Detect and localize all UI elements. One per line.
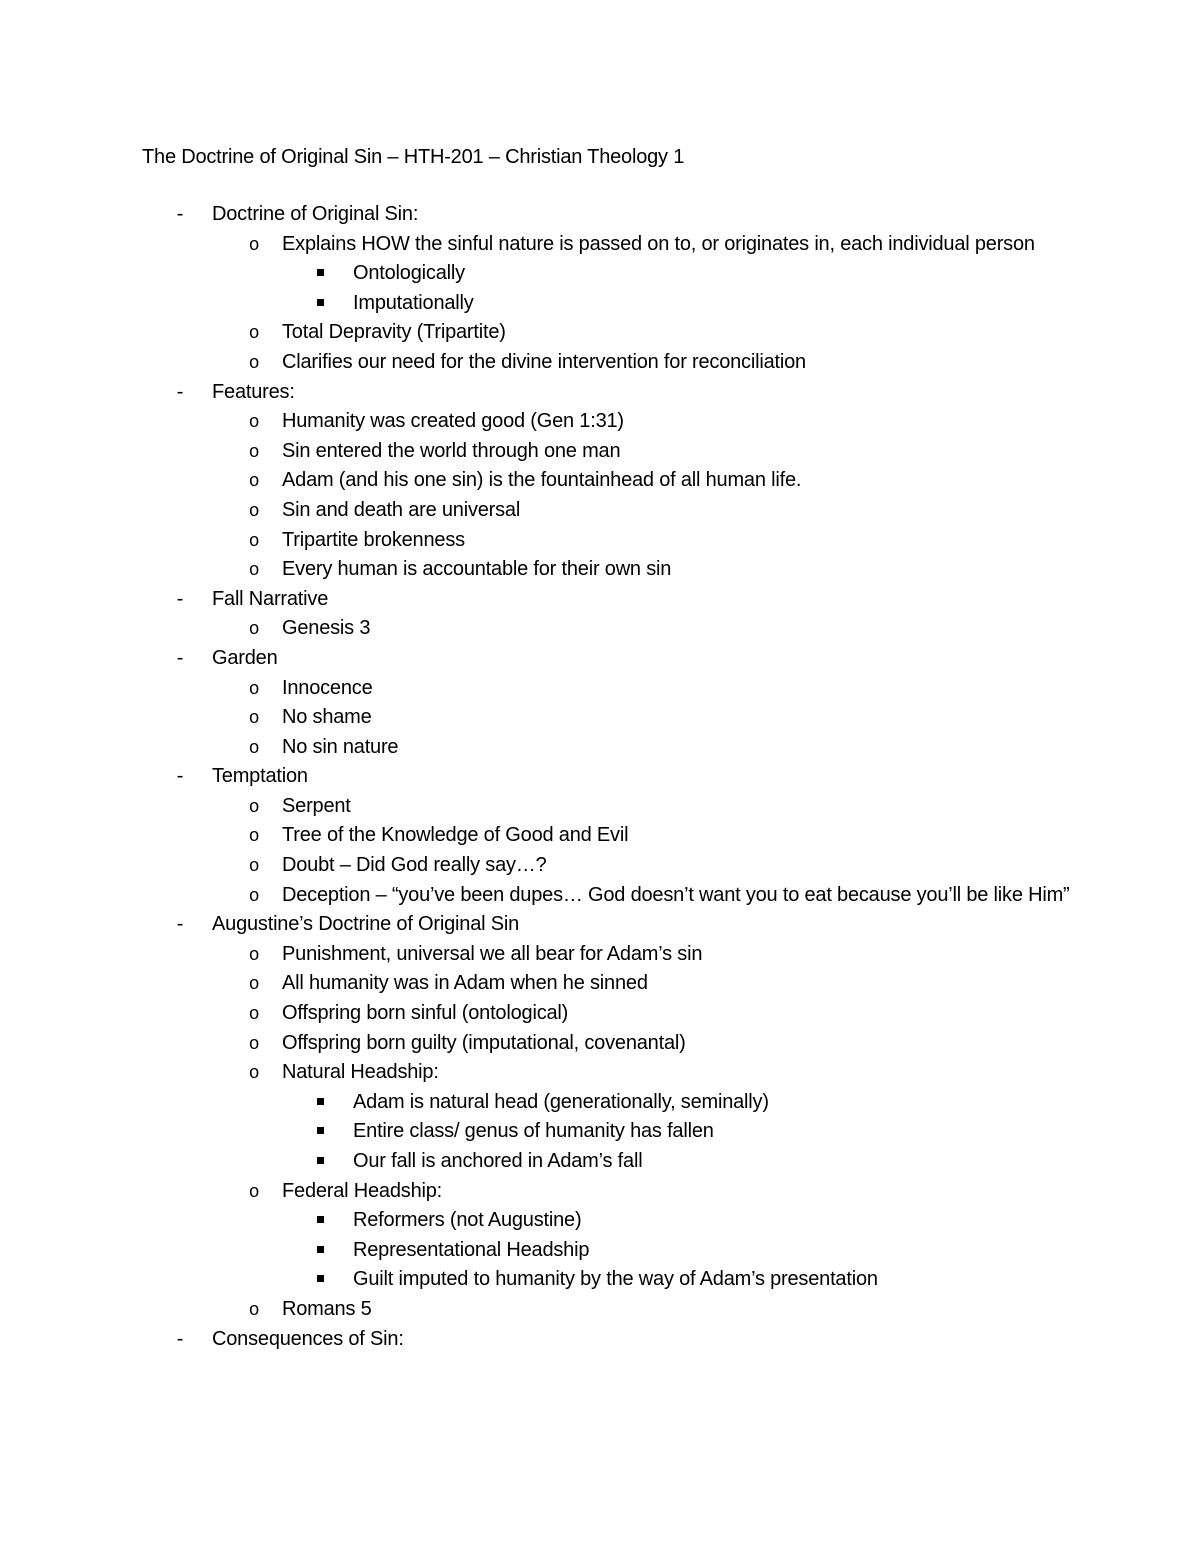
- outline-item-text: Deception – “you’ve been dupes… God doesn’t want you to eat because you’ll be like Him”: [282, 883, 1070, 906]
- dash-bullet: -: [176, 913, 184, 936]
- outline-item-text: Features:: [212, 380, 295, 403]
- outline-item-level-2: [0, 466, 1200, 496]
- outline-item-text: No sin nature: [282, 735, 399, 758]
- square-bullet-icon: [310, 1236, 330, 1266]
- outline-item-level-1: [0, 378, 1200, 408]
- square-bullet-icon: [310, 289, 330, 319]
- outline-item-text: Humanity was created good (Gen 1:31): [282, 410, 624, 433]
- circle-bullet: o: [249, 825, 259, 846]
- outline-item-text: Temptation: [212, 765, 308, 788]
- outline-item-text: No shame: [282, 706, 372, 729]
- dash-bullet: -: [176, 587, 184, 610]
- outline-item-text: Romans 5: [282, 1297, 372, 1320]
- circle-bullet: o: [249, 559, 259, 580]
- outline-item-level-3: [0, 1088, 1200, 1118]
- outline-item-level-2: [0, 1029, 1200, 1059]
- square-bullet-icon: [310, 259, 330, 289]
- outline-item-text: Offspring born sinful (ontological): [282, 1002, 569, 1025]
- outline-item-level-3: [0, 1117, 1200, 1147]
- outline-item-level-2: [0, 614, 1200, 644]
- outline-item-text: Our fall is anchored in Adam’s fall: [353, 1150, 643, 1172]
- circle-bullet: o: [249, 322, 259, 343]
- circle-bullet: o: [249, 736, 259, 757]
- document-title: The Doctrine of Original Sin – HTH-201 – Christian Theology 1: [142, 146, 685, 168]
- outline-item-level-2: [0, 437, 1200, 467]
- circle-bullet: o: [249, 884, 259, 905]
- circle-bullet: o: [249, 1003, 259, 1024]
- outline-item-text: Clarifies our need for the divine intervention for reconciliation: [282, 350, 806, 373]
- dash-bullet: -: [176, 1327, 184, 1350]
- circle-bullet: o: [249, 233, 259, 254]
- outline-item-level-1: [0, 644, 1200, 674]
- outline-item-level-2: [0, 969, 1200, 999]
- circle-bullet: o: [249, 411, 259, 432]
- outline-item-text: Federal Headship:: [282, 1179, 443, 1202]
- outline-item-level-1: [0, 910, 1200, 940]
- outline-item-level-2: [0, 674, 1200, 704]
- outline-item-text: Garden: [212, 646, 278, 669]
- outline-item-text: Tree of the Knowledge of Good and Evil: [282, 824, 629, 847]
- square-bullet-icon: [310, 1088, 330, 1118]
- square-bullet-icon: [310, 1147, 330, 1177]
- circle-bullet: o: [249, 618, 259, 639]
- square-bullet-icon: [310, 1206, 330, 1236]
- circle-bullet: o: [249, 1032, 259, 1053]
- outline-item-text: Punishment, universal we all bear for Adam’s sin: [282, 942, 703, 965]
- circle-bullet: o: [249, 1062, 259, 1083]
- outline-item-level-2: [0, 1295, 1200, 1325]
- outline-item-text: Fall Narrative: [212, 587, 329, 610]
- outline-item-text: Guilt imputed to humanity by the way of Adam’s presentation: [353, 1268, 878, 1291]
- outline-item-text: Innocence: [282, 676, 373, 699]
- circle-bullet: o: [249, 855, 259, 876]
- dash-bullet: -: [176, 203, 184, 225]
- outline-item-level-1: [0, 200, 1200, 230]
- outline-item-text: Doubt – Did God really say…?: [282, 854, 547, 877]
- outline-item-level-2: [0, 703, 1200, 733]
- outline-item-text: Entire class/ genus of humanity has fallen: [353, 1120, 714, 1143]
- circle-bullet: o: [249, 973, 259, 994]
- outline-item-level-2: [0, 526, 1200, 556]
- circle-bullet: o: [249, 470, 259, 491]
- circle-bullet: o: [249, 529, 259, 550]
- outline-item-text: All humanity was in Adam when he sinned: [282, 972, 648, 995]
- outline-item-level-2: [0, 230, 1200, 260]
- circle-bullet: o: [249, 351, 259, 372]
- outline-item-level-2: [0, 881, 1200, 911]
- circle-bullet: o: [249, 1298, 259, 1319]
- outline-item-level-2: [0, 496, 1200, 526]
- outline-item-text: Consequences of Sin:: [212, 1327, 404, 1350]
- outline-item-text: Offspring born guilty (imputational, covenantal): [282, 1031, 686, 1054]
- circle-bullet: o: [249, 440, 259, 461]
- outline-item-level-2: [0, 792, 1200, 822]
- outline-item-level-2: [0, 318, 1200, 348]
- outline-item-level-1: [0, 585, 1200, 615]
- outline-item-text: Augustine’s Doctrine of Original Sin: [212, 913, 520, 936]
- dash-bullet: -: [176, 380, 184, 403]
- outline-item-level-3: [0, 1265, 1200, 1295]
- circle-bullet: o: [249, 795, 259, 816]
- outline-item-text: Adam is natural head (generationally, seminally): [353, 1090, 769, 1113]
- outline-item-level-2: [0, 733, 1200, 763]
- outline-item-level-2: [0, 407, 1200, 437]
- circle-bullet: o: [249, 707, 259, 728]
- outline-item-level-2: [0, 940, 1200, 970]
- outline-item-text: Sin entered the world through one man: [282, 439, 621, 462]
- outline-item-level-2: [0, 821, 1200, 851]
- outline-item-level-3: [0, 259, 1200, 289]
- outline-item-level-2: [0, 1058, 1200, 1088]
- outline-item-level-2: [0, 851, 1200, 881]
- square-bullet-icon: [310, 1117, 330, 1147]
- outline-item-text: Explains HOW the sinful nature is passed on to, or originates in, each individual person: [282, 232, 1035, 255]
- circle-bullet: o: [249, 943, 259, 964]
- outline-item-text: Tripartite brokenness: [282, 528, 465, 551]
- outline-item-text: Total Depravity (Tripartite): [282, 321, 506, 344]
- outline-item-text: Representational Headship: [353, 1238, 590, 1261]
- outline-item-level-2: [0, 348, 1200, 378]
- outline-item-level-2: [0, 1177, 1200, 1207]
- circle-bullet: o: [249, 1180, 259, 1201]
- outline-item-level-1: [0, 1325, 1200, 1355]
- outline-item-text: Ontologically: [353, 262, 465, 285]
- dash-bullet: -: [176, 646, 184, 669]
- outline-item-level-2: [0, 555, 1200, 585]
- outline-item-text: Reformers (not Augustine): [353, 1209, 582, 1232]
- square-bullet-icon: [310, 1265, 330, 1295]
- outline-item-text: Serpent: [282, 794, 351, 817]
- outline-item-text: Adam (and his one sin) is the fountainhead of all human life.: [282, 469, 802, 492]
- outline-list: [0, 200, 1200, 1354]
- outline-item-text: Genesis 3: [282, 617, 371, 640]
- outline-item-level-3: [0, 1206, 1200, 1236]
- outline-item-text: Sin and death are universal: [282, 498, 521, 521]
- outline-item-level-2: [0, 999, 1200, 1029]
- outline-item-level-1: [0, 762, 1200, 792]
- outline-item-level-3: [0, 289, 1200, 319]
- outline-item-level-3: [0, 1147, 1200, 1177]
- circle-bullet: o: [249, 499, 259, 520]
- circle-bullet: o: [249, 677, 259, 698]
- outline-item-level-3: [0, 1236, 1200, 1266]
- outline-item-text: Doctrine of Original Sin:: [212, 203, 419, 225]
- outline-item-text: Every human is accountable for their own sin: [282, 558, 672, 581]
- outline-item-text: Natural Headship:: [282, 1061, 439, 1084]
- dash-bullet: -: [176, 765, 184, 788]
- outline-item-text: Imputationally: [353, 291, 474, 314]
